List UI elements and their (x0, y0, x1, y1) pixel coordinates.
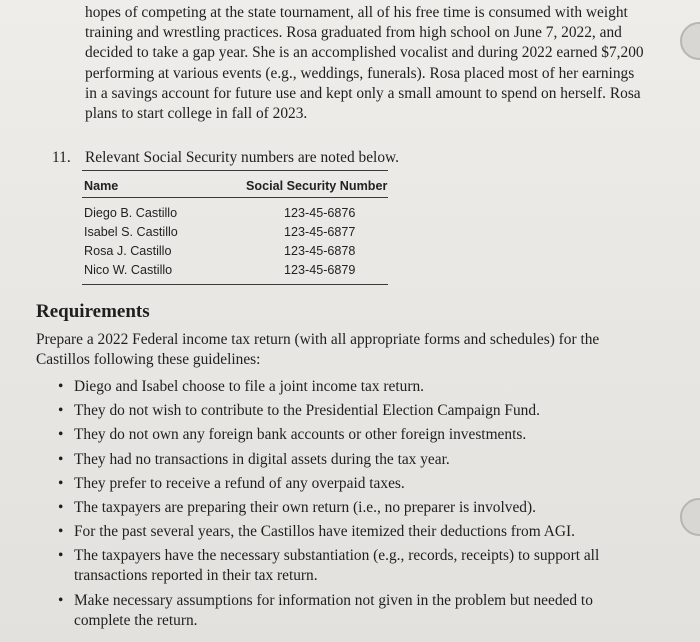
requirements-list (58, 377, 648, 635)
list-item (58, 401, 648, 421)
list-item-text: They do not own any foreign bank accounts or other foreign investments. (74, 426, 527, 444)
list-item (58, 591, 648, 631)
person-name: Nico W. Castillo (84, 263, 173, 277)
table-row (82, 204, 388, 223)
list-item (58, 498, 648, 518)
ssn-table (82, 170, 388, 285)
list-item-text: They had no transactions in digital assets during the tax year. (74, 450, 450, 468)
bullet-icon: • (58, 547, 64, 565)
person-name: Isabel S. Castillo (84, 225, 178, 239)
bullet-icon: • (58, 523, 64, 541)
bullet-icon: • (58, 498, 64, 516)
binder-ring (680, 498, 700, 536)
bullet-icon: • (58, 591, 64, 609)
item-text: Relevant Social Security numbers are noted below. (85, 149, 399, 166)
list-item-text: For the past several years, the Castillos have itemized their deductions from AGI. (74, 523, 575, 541)
person-ssn: 123-45-6877 (284, 225, 356, 239)
list-item (58, 450, 648, 470)
list-item-text: They do not wish to contribute to the Presidential Election Campaign Fund. (74, 402, 540, 420)
list-item-text: Diego and Isabel choose to file a joint income tax return. (74, 378, 425, 395)
person-ssn: 123-45-6879 (284, 263, 356, 277)
bullet-icon: • (58, 474, 64, 492)
list-item (58, 474, 648, 494)
table-body (82, 198, 388, 280)
requirements-intro: Prepare a 2022 Federal income tax return (with all appropriate forms and schedules) for the Castillos following these guidelines: (36, 331, 600, 368)
table-rule-bottom (82, 284, 388, 285)
person-name: Diego B. Castillo (84, 206, 178, 220)
list-item-text: The taxpayers are preparing their own return (i.e., no preparer is involved). (74, 498, 536, 516)
table-row (82, 261, 388, 280)
list-item-text: Make necessary assumptions for information not given in the problem but needed to complete the return. (74, 591, 593, 629)
bullet-icon: • (58, 378, 64, 395)
table-header (82, 171, 388, 193)
list-item-text: The taxpayers have the necessary substantiation (e.g., records, receipts) to support all transactions reported in their tax return. (74, 547, 600, 585)
header-name: Name (84, 179, 119, 193)
item-number: 11. (52, 149, 71, 166)
list-item (58, 546, 648, 586)
table-row (82, 242, 388, 261)
bullet-icon: • (58, 426, 64, 444)
person-name: Rosa J. Castillo (84, 244, 172, 258)
list-item (58, 377, 648, 397)
bullet-icon: • (58, 402, 64, 420)
continued-paragraph: hopes of competing at the state tournament, all of his free time is consumed with weight training and wrestling practices. Rosa graduated from high school on June 7, 2022, and decided to take a gap year. She is an accomplished vocalist and during 2022 earned $7,200 performing at various events (e.g., weddings, funerals). Rosa placed most of her earnings in a savings account for future use and kept only a small amount to spend on herself. Rosa plans to start college in fall of 2023. (85, 4, 644, 123)
person-ssn: 123-45-6876 (284, 206, 356, 220)
bullet-icon: • (58, 450, 64, 468)
table-row (82, 223, 388, 242)
list-item (58, 522, 648, 542)
list-item-text: They prefer to receive a refund of any overpaid taxes. (74, 474, 405, 492)
requirements-heading: Requirements (36, 301, 150, 322)
list-item (58, 425, 648, 445)
person-ssn: 123-45-6878 (284, 244, 356, 258)
binder-ring (680, 22, 700, 60)
header-ssn: Social Security Number (246, 179, 388, 193)
